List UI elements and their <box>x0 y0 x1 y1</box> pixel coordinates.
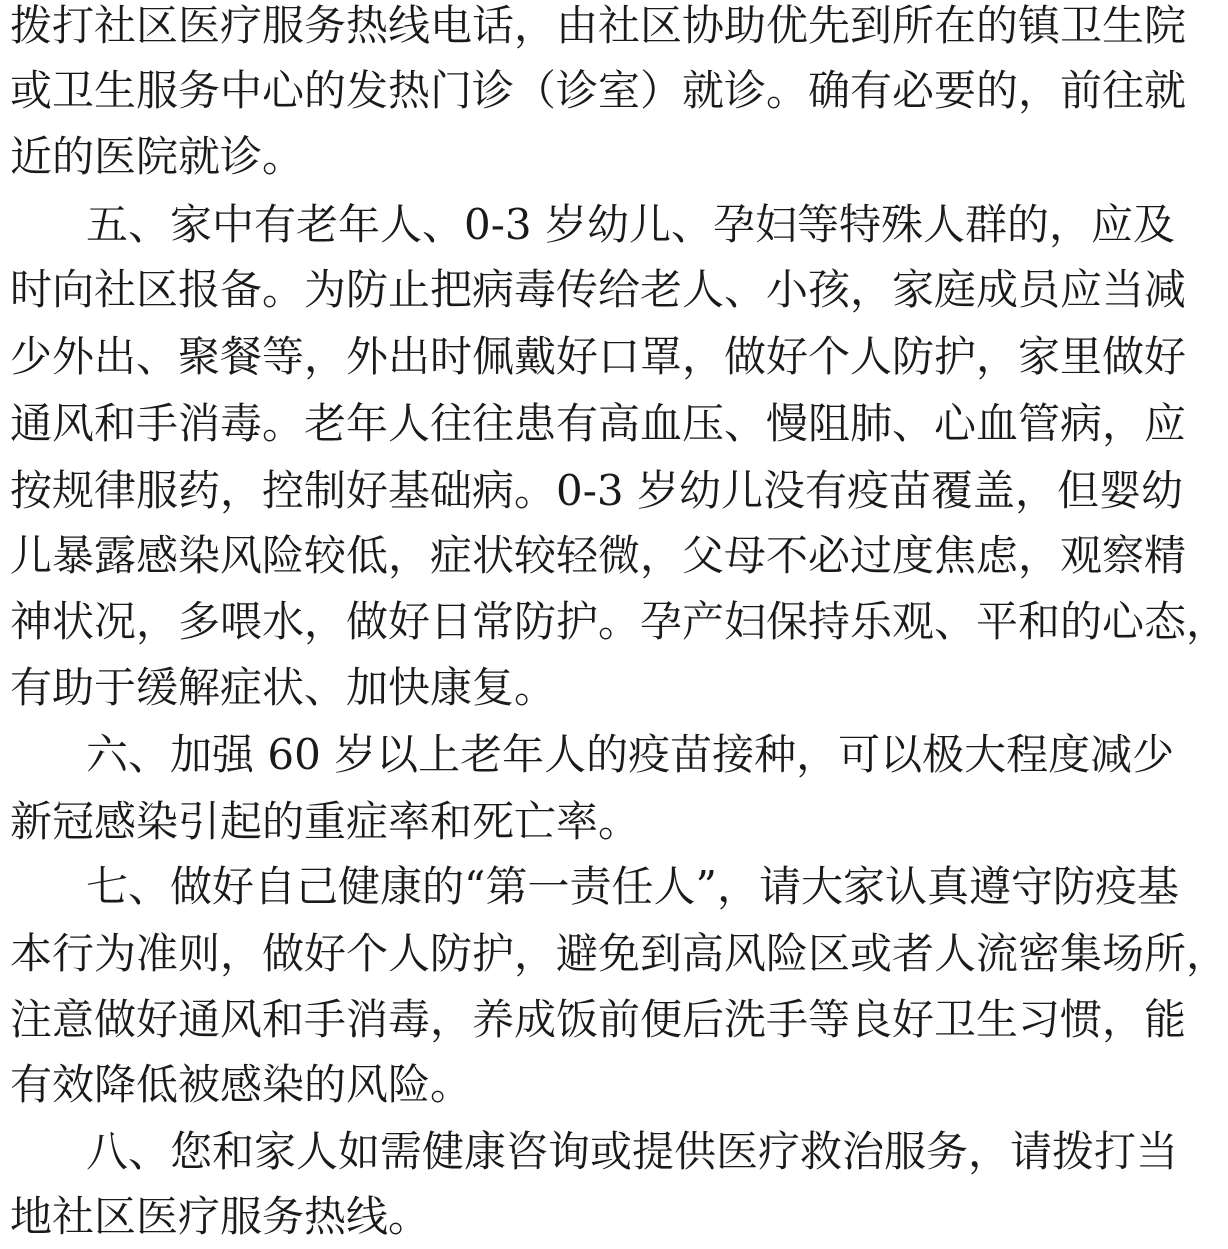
text-line: 通风和手消毒。老年人往往患有高血压、慢阻肺、心血管病，应 <box>10 399 1187 448</box>
text-line: 新冠感染引起的重症率和死亡率。 <box>10 797 641 846</box>
text-line: 有助于缓解症状、加快康复。 <box>10 663 557 712</box>
paragraph-5-first-line: 五、家中有老年人、0-3 岁幼儿、孕妇等特殊人群的，应及 <box>86 200 1175 249</box>
paragraph-7-first-line: 七、做好自己健康的“第一责任人”，请大家认真遵守防疫基 <box>86 862 1179 911</box>
paragraph-6-first-line: 六、加强 60 岁以上老年人的疫苗接种，可以极大程度减少 <box>86 730 1175 779</box>
text-line: 有效降低被感染的风险。 <box>10 1060 473 1109</box>
text-line: 按规律服药，控制好基础病。0-3 岁幼儿没有疫苗覆盖，但婴幼 <box>10 466 1183 515</box>
paragraph-8-first-line: 八、您和家人如需健康咨询或提供医疗救治服务，请拨打当 <box>86 1127 1179 1176</box>
text-line: 注意做好通风和手消毒，养成饭前便后洗手等良好卫生习惯，能 <box>10 995 1187 1044</box>
text-line: 地社区医疗服务热线。 <box>10 1192 431 1241</box>
text-line: 或卫生服务中心的发热门诊（诊室）就诊。确有必要的，前往就 <box>10 66 1187 115</box>
text-line: 拨打社区医疗服务热线电话，由社区协助优先到所在的镇卫生院 <box>10 1 1187 50</box>
text-line: 本行为准则，做好个人防护，避免到高风险区或者人流密集场所， <box>10 929 1228 978</box>
text-line: 时向社区报备。为防止把病毒传给老人、小孩，家庭成员应当减 <box>10 265 1187 314</box>
text-line: 近的医院就诊。 <box>10 132 305 181</box>
text-line: 儿暴露感染风险较低，症状较轻微，父母不必过度焦虑，观察精 <box>10 531 1187 580</box>
text-line: 神状况，多喂水，做好日常防护。孕产妇保持乐观、平和的心态， <box>10 597 1228 646</box>
text-line: 少外出、聚餐等，外出时佩戴好口罩，做好个人防护，家里做好 <box>10 332 1187 381</box>
